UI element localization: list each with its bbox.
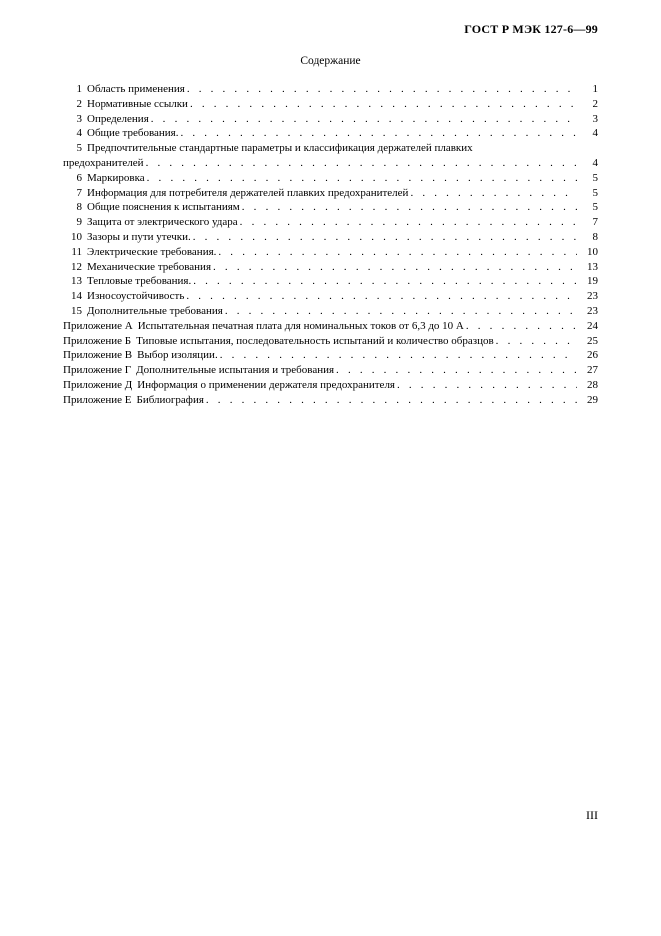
- toc-entry-page: 1: [592, 83, 598, 95]
- toc-entry-label: Износоустойчивость: [87, 290, 185, 303]
- toc-entry-label-continuation: предохранителей: [63, 156, 144, 169]
- dot-leader: [220, 348, 577, 363]
- toc-entry-label: Электрические требования.: [87, 245, 217, 258]
- dot-leader: [206, 393, 577, 408]
- toc-entry[interactable]: [63, 304, 598, 319]
- toc-entry[interactable]: [63, 126, 598, 141]
- toc-title: Содержание: [300, 55, 361, 67]
- toc-entry-label: Дополнительные требования: [87, 304, 223, 317]
- dot-leader: [180, 126, 577, 141]
- toc-entry-page: 25: [587, 334, 598, 347]
- toc-entry-label: Маркировка: [87, 171, 145, 184]
- dot-leader: [193, 274, 577, 289]
- toc-appendix-entry[interactable]: [63, 363, 598, 378]
- toc-appendix-entry[interactable]: [63, 319, 598, 334]
- dot-leader: [242, 200, 577, 215]
- toc-entry-page: 13: [587, 260, 598, 273]
- toc-entry-number: 2: [76, 97, 82, 110]
- dot-leader: [225, 304, 577, 319]
- toc-entry[interactable]: [63, 186, 598, 201]
- toc-entry-number: 3: [76, 112, 82, 125]
- toc-appendix-number: Приложение Д: [63, 378, 133, 391]
- toc-entry-label: Определения: [87, 112, 149, 125]
- toc-entry-label: Механические требования: [87, 260, 212, 273]
- toc-entry-label: Нормативные ссылки: [87, 97, 188, 110]
- toc-entry-continuation[interactable]: [63, 156, 598, 171]
- toc-entry-label: Информация для потребителя держателей плавких предохранителей: [87, 186, 409, 199]
- toc-entry-number: 10: [71, 230, 82, 243]
- dot-leader: [397, 378, 577, 393]
- dot-leader: [218, 245, 577, 260]
- toc-entry-page: 8: [592, 230, 598, 243]
- page-number: III: [586, 808, 598, 822]
- toc-entry-number: 1: [76, 83, 82, 95]
- toc-entry-page: 19: [587, 275, 598, 288]
- toc-entry-page: 3: [592, 112, 598, 125]
- toc-entry-label: Общие требования.: [87, 127, 179, 140]
- toc-entry-number: 14: [71, 290, 82, 303]
- toc-entry-number: 11: [71, 245, 82, 258]
- dot-leader: [147, 171, 577, 186]
- toc-appendix-entry[interactable]: [63, 334, 598, 349]
- toc-entry-label: Тепловые требования.: [87, 275, 192, 288]
- toc-entry-label: Выбор изоляции.: [137, 349, 218, 362]
- toc-entry-page: 24: [587, 319, 598, 332]
- toc-entry-number: 8: [76, 201, 82, 214]
- toc-entry-page: 5: [592, 186, 598, 199]
- toc-entry-label: Библиография: [136, 393, 204, 406]
- toc-entry[interactable]: [63, 215, 598, 230]
- toc-entry-page: 2: [592, 97, 598, 110]
- toc-entry-page: 23: [587, 304, 598, 317]
- toc-appendix-number: Приложение В: [63, 349, 133, 362]
- dot-leader: [410, 186, 577, 201]
- toc-appendix-number: Приложение Е: [63, 393, 132, 406]
- toc-entry[interactable]: [63, 171, 598, 186]
- toc-entry-page: 29: [587, 393, 598, 406]
- toc-appendix-number: Приложение Г: [63, 364, 132, 377]
- toc-appendix-entry[interactable]: [63, 378, 598, 393]
- toc-entry-page: 28: [587, 378, 598, 391]
- toc-entry-number: 9: [76, 216, 82, 229]
- dot-leader: [336, 363, 577, 378]
- toc-entry-page: 10: [587, 245, 598, 258]
- toc-entry[interactable]: [63, 82, 598, 97]
- toc-entry-page: 27: [587, 364, 598, 377]
- toc-entry-label: Испытательная печатная плата для номинальных токов от 6,3 до 10 А: [137, 319, 464, 332]
- toc-entry[interactable]: [63, 112, 598, 127]
- toc-entry-page: 7: [592, 216, 598, 229]
- toc-entry[interactable]: [63, 200, 598, 215]
- toc-entry[interactable]: [63, 289, 598, 304]
- dot-leader: [187, 82, 577, 97]
- document-code: ГОСТ Р МЭК 127-6—99: [464, 22, 598, 36]
- toc-appendix-number: Приложение А: [63, 319, 133, 332]
- toc-appendix-entry[interactable]: [63, 348, 598, 363]
- toc-entry-label: Дополнительные испытания и требования: [136, 364, 335, 377]
- toc-entry[interactable]: [63, 260, 598, 275]
- toc-entry[interactable]: [63, 230, 598, 245]
- toc-entry-label: Область применения: [87, 83, 185, 95]
- toc-appendix-number: Приложение Б: [63, 334, 132, 347]
- dot-leader: [186, 289, 577, 304]
- toc-entry-page: 4: [592, 127, 598, 140]
- toc-entry-number: 6: [76, 171, 82, 184]
- dot-leader: [190, 97, 577, 112]
- dot-leader: [213, 260, 577, 275]
- dot-leader: [193, 230, 577, 245]
- toc-entry-number: 15: [71, 304, 82, 317]
- toc-entry-number: 7: [76, 186, 82, 199]
- dot-leader: [146, 156, 577, 171]
- toc-entry-label: Защита от электрического удара: [87, 216, 238, 229]
- toc-entry-label: Типовые испытания, последовательность испытаний и количество образцов: [136, 334, 494, 347]
- toc-entry-label: Зазоры и пути утечки.: [87, 230, 191, 243]
- toc-entry[interactable]: [63, 245, 598, 260]
- table-of-contents: [63, 82, 598, 408]
- toc-entry[interactable]: [63, 141, 598, 156]
- toc-entry-number: 13: [71, 275, 82, 288]
- dot-leader: [466, 319, 577, 334]
- dot-leader: [240, 215, 577, 230]
- toc-entry-page: 4: [592, 156, 598, 169]
- toc-entry-label: Предпочтительные стандартные параметры и классификация держателей плавких: [87, 142, 473, 155]
- toc-entry-page: 5: [592, 201, 598, 214]
- toc-entry-page: 23: [587, 290, 598, 303]
- toc-entry-label: Информация о применении держателя предохранителя: [137, 378, 395, 391]
- toc-entry-label: Общие пояснения к испытаниям: [87, 201, 240, 214]
- toc-entry[interactable]: [63, 97, 598, 112]
- toc-entry-number: 4: [76, 127, 82, 140]
- toc-entry[interactable]: [63, 274, 598, 289]
- dot-leader: [496, 334, 577, 349]
- dot-leader: [151, 112, 577, 127]
- toc-appendix-entry[interactable]: [63, 393, 598, 408]
- toc-entry-page: 5: [592, 171, 598, 184]
- toc-entry-number: 12: [71, 260, 82, 273]
- toc-entry-number: 5: [76, 142, 82, 155]
- toc-entry-page: 26: [587, 349, 598, 362]
